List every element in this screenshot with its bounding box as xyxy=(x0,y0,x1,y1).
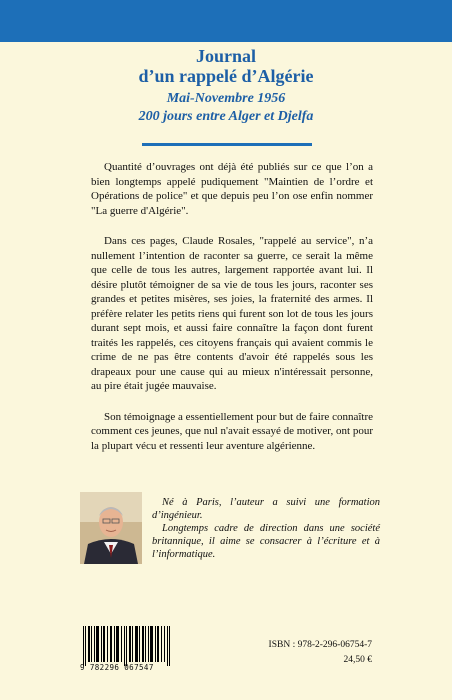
blurb-paragraph-2: Dans ces pages, Claude Rosales, "rappelé au service", n’a nullement l’intention de raconter sa guerre, ce serait la même que celle de tous les autres, largement rapportée avant lui. Il désire plutôt témoigner de sa vie de tous les jours, raconter ses grandes et petites misères, ses joies, la fraternité des armes. Il préfère relater les petits riens qui furent son lot de tous les jours durant sept mois, et aussi faire connaître la façon dont furent traités les rappelés, ces citoyens français qui avaient commis le crime de ne pas être contents d'avoir été rappelés sous les drapeaux pour une cause qui au mieux n'intéressait personne, au pire était jugée mauvaise. xyxy=(91,235,373,392)
book-title-line-2: d’un rappelé d’Algérie xyxy=(138,66,314,86)
title-divider xyxy=(142,143,312,146)
author-bio-paragraph-1: Né à Paris, l’auteur a suivi une formation d’ingénieur. xyxy=(152,497,380,521)
book-subtitle-days: 200 jours entre Alger et Djelfa xyxy=(138,109,314,124)
title-block xyxy=(0,46,452,126)
top-color-band xyxy=(0,0,452,42)
blurb-paragraph-1: Quantité d’ouvrages ont déjà été publiés sur ce que l’on a bien longtemps appelé pudiquement "Maintien de l’ordre et Opérations de police" et que depuis peu l’on ose enfin nommer "La guerre d'Algérie". xyxy=(91,161,373,217)
barcode xyxy=(83,626,171,666)
author-photo xyxy=(80,492,142,564)
author-bio xyxy=(80,492,380,568)
barcode-digits: 9 782296 067547 xyxy=(80,663,154,672)
author-bio-paragraph-2: Longtemps cadre de direction dans une société britannique, il aime se consacrer à l’écriture et à l’informatique. xyxy=(152,523,380,560)
price: 24,50 € xyxy=(343,655,372,665)
book-title-line-1: Journal xyxy=(195,46,256,66)
author-bio-text xyxy=(152,496,380,561)
isbn: ISBN : 978-2-296-06754-7 xyxy=(268,640,372,650)
book-subtitle-dates: Mai-Novembre 1956 xyxy=(166,91,286,106)
back-cover-blurb xyxy=(91,160,373,469)
blurb-paragraph-3: Son témoignage a essentiellement pour but de faire connaître comment ces jeunes, que nul n'avait essayé de motiver, ont pour la plupart vécu et ressenti leur aventure algérienne. xyxy=(91,410,373,452)
